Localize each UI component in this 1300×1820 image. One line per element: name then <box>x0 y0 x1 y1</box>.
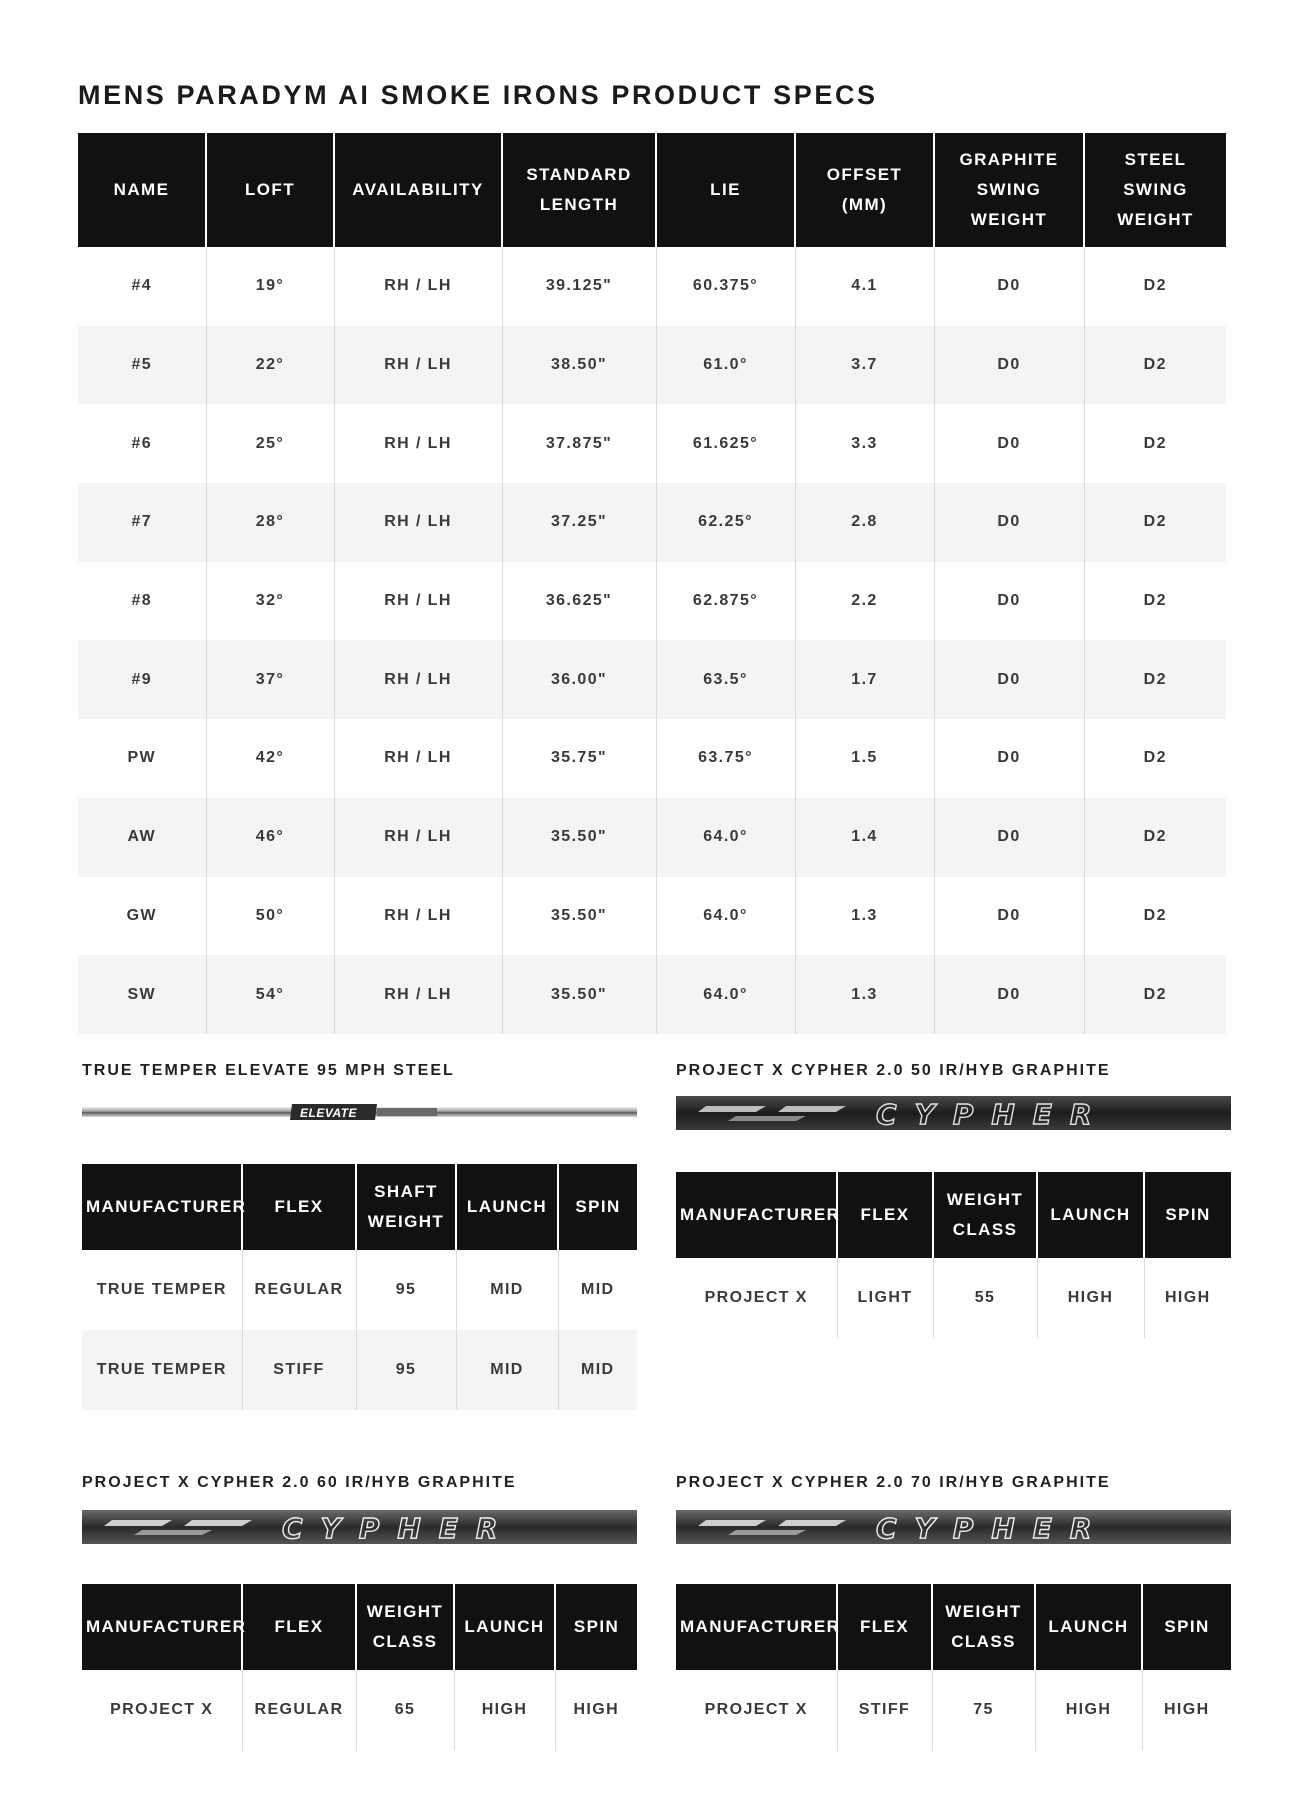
table-row <box>78 326 1226 405</box>
cell-loft: 37° <box>206 640 334 719</box>
cell-lie: 64.0° <box>656 798 795 877</box>
table-row <box>78 483 1226 562</box>
cell-graphite-swing-weight: D0 <box>934 326 1084 405</box>
column-header-flex: FLEX <box>242 1164 356 1250</box>
cell-steel-swing-weight: D2 <box>1084 326 1226 405</box>
cell-availability: RH / LH <box>334 404 502 483</box>
cell-spin: HIGH <box>555 1670 637 1750</box>
cell-spin: HIGH <box>1142 1670 1231 1750</box>
column-header-shaft-weight: SHAFT WEIGHT <box>356 1164 456 1250</box>
column-header-weight-class: WEIGHT CLASS <box>933 1172 1037 1258</box>
column-header-name: NAME <box>78 133 206 247</box>
cell-loft: 54° <box>206 955 334 1034</box>
cell-shaft-weight: 95 <box>356 1330 456 1410</box>
cell-flex: REGULAR <box>242 1670 356 1750</box>
elevate-shaft-table <box>82 1164 637 1410</box>
irons-specs-table <box>78 133 1226 1034</box>
cell-lie: 64.0° <box>656 955 795 1034</box>
cell-graphite-swing-weight: D0 <box>934 562 1084 641</box>
column-header-flex: FLEX <box>837 1172 933 1258</box>
cell-standard-length: 36.00" <box>502 640 656 719</box>
cell-loft: 32° <box>206 562 334 641</box>
table-row <box>78 247 1226 326</box>
cell-availability: RH / LH <box>334 877 502 956</box>
column-header-launch: LAUNCH <box>456 1164 558 1250</box>
cell-availability: RH / LH <box>334 247 502 326</box>
cypher-60-shaft-image <box>82 1508 637 1546</box>
cell-flex: REGULAR <box>242 1250 356 1330</box>
cell-weight-class: 75 <box>932 1670 1035 1750</box>
cell-manufacturer: PROJECT X <box>110 1701 214 1718</box>
cell-steel-swing-weight: D2 <box>1084 719 1226 798</box>
column-header-flex: FLEX <box>242 1584 356 1670</box>
table-header-row <box>82 1584 637 1670</box>
cell-graphite-swing-weight: D0 <box>934 719 1084 798</box>
cypher-60-shaft-table <box>82 1584 637 1750</box>
cell-standard-length: 35.50" <box>502 877 656 956</box>
cell-offset: 1.7 <box>795 640 934 719</box>
cell-standard-length: 38.50" <box>502 326 656 405</box>
cell-availability: RH / LH <box>334 640 502 719</box>
cell-launch: HIGH <box>1037 1258 1144 1338</box>
cell-availability: RH / LH <box>334 483 502 562</box>
column-header-loft: LOFT <box>206 133 334 247</box>
cypher-70-logo-text: CYPHER <box>876 1512 1110 1545</box>
cell-spin: HIGH <box>1144 1258 1231 1338</box>
cell-standard-length: 39.125" <box>502 247 656 326</box>
cell-standard-length: 35.75" <box>502 719 656 798</box>
column-header-manufacturer: MANUFACTURER <box>676 1584 837 1670</box>
cell-launch: MID <box>456 1250 558 1330</box>
table-row <box>78 798 1226 877</box>
cell-lie: 63.75° <box>656 719 795 798</box>
cell-spin: MID <box>558 1250 637 1330</box>
table-header-row <box>78 133 1226 247</box>
cell-loft: 42° <box>206 719 334 798</box>
column-header-standard-length: STANDARD LENGTH <box>502 133 656 247</box>
cell-name: #5 <box>78 326 206 405</box>
cell-offset: 2.2 <box>795 562 934 641</box>
cell-name: #7 <box>78 483 206 562</box>
cell-graphite-swing-weight: D0 <box>934 640 1084 719</box>
cell-graphite-swing-weight: D0 <box>934 877 1084 956</box>
column-header-availability: AVAILABILITY <box>334 133 502 247</box>
column-header-offset: OFFSET (MM) <box>795 133 934 247</box>
cypher-70-shaft-table <box>676 1584 1231 1750</box>
table-row <box>78 562 1226 641</box>
column-header-steel-swing-weight: STEEL SWING WEIGHT <box>1084 133 1226 247</box>
cell-launch: HIGH <box>1035 1670 1142 1750</box>
cell-flex: STIFF <box>242 1330 356 1410</box>
cell-standard-length: 36.625" <box>502 562 656 641</box>
column-header-spin: SPIN <box>1144 1172 1231 1258</box>
table-row <box>78 640 1226 719</box>
cell-name: #4 <box>131 277 153 295</box>
cell-offset: 1.4 <box>795 798 934 877</box>
column-header-weight-class: WEIGHT CLASS <box>932 1584 1035 1670</box>
cell-availability: RH / LH <box>334 562 502 641</box>
cell-loft: 25° <box>206 404 334 483</box>
cell-availability: RH / LH <box>334 326 502 405</box>
table-row <box>78 719 1226 798</box>
cell-flex: LIGHT <box>837 1258 933 1338</box>
column-header-lie: LIE <box>656 133 795 247</box>
cell-weight-class: 65 <box>356 1670 454 1750</box>
cell-loft: 19° <box>206 247 334 326</box>
table-row <box>78 877 1226 956</box>
column-header-flex: FLEX <box>837 1584 932 1670</box>
cell-lie: 63.5° <box>656 640 795 719</box>
column-header-graphite-swing-weight: GRAPHITE SWING WEIGHT <box>934 133 1084 247</box>
cell-offset: 1.3 <box>795 877 934 956</box>
cell-shaft-weight: 95 <box>356 1250 456 1330</box>
cell-graphite-swing-weight: D0 <box>934 955 1084 1034</box>
cypher-50-shaft-image <box>676 1094 1231 1132</box>
table-row <box>676 1670 1231 1750</box>
table-row <box>78 404 1226 483</box>
cypher-70-shaft-image <box>676 1508 1231 1546</box>
cell-lie: 62.25° <box>656 483 795 562</box>
cell-loft: 46° <box>206 798 334 877</box>
cell-availability: RH / LH <box>334 955 502 1034</box>
cell-standard-length: 35.50" <box>502 798 656 877</box>
column-header-manufacturer: MANUFACTURER <box>82 1584 242 1670</box>
table-header-row <box>82 1164 637 1250</box>
cell-flex: STIFF <box>837 1670 932 1750</box>
cell-name: SW <box>78 955 206 1034</box>
cell-graphite-swing-weight: D0 <box>934 404 1084 483</box>
cell-loft: 50° <box>206 877 334 956</box>
column-header-spin: SPIN <box>558 1164 637 1250</box>
cell-lie: 64.0° <box>656 877 795 956</box>
cell-manufacturer: TRUE TEMPER <box>82 1330 242 1410</box>
cell-manufacturer: PROJECT X <box>704 1701 808 1718</box>
column-header-launch: LAUNCH <box>1037 1172 1144 1258</box>
cypher-60-logo-text: CYPHER <box>282 1512 516 1545</box>
shaft-label-elevate: TRUE TEMPER ELEVATE 95 MPH STEEL <box>82 1062 455 1079</box>
cell-offset: 1.3 <box>795 955 934 1034</box>
cell-offset: 2.8 <box>795 483 934 562</box>
cell-manufacturer: TRUE TEMPER <box>96 1281 227 1298</box>
cypher-50-shaft-table <box>676 1172 1231 1338</box>
column-header-manufacturer: MANUFACTURER <box>82 1164 242 1250</box>
shaft-label-cypher-60: PROJECT X CYPHER 2.0 60 IR/HYB GRAPHITE <box>82 1474 517 1491</box>
cell-graphite-swing-weight: D0 <box>934 247 1084 326</box>
cell-lie: 60.375° <box>656 247 795 326</box>
cell-availability: RH / LH <box>334 719 502 798</box>
cell-steel-swing-weight: D2 <box>1084 640 1226 719</box>
column-header-weight-class: WEIGHT CLASS <box>356 1584 454 1670</box>
cell-launch: HIGH <box>454 1670 555 1750</box>
cell-steel-swing-weight: D2 <box>1084 955 1226 1034</box>
cell-steel-swing-weight: D2 <box>1084 483 1226 562</box>
cell-name: #8 <box>131 592 153 610</box>
cell-steel-swing-weight: D2 <box>1084 877 1226 956</box>
cell-steel-swing-weight: D2 <box>1084 404 1226 483</box>
cell-steel-swing-weight: D2 <box>1084 562 1226 641</box>
cell-name: AW <box>78 798 206 877</box>
shaft-label-cypher-50: PROJECT X CYPHER 2.0 50 IR/HYB GRAPHITE <box>676 1062 1111 1079</box>
table-row <box>78 955 1226 1034</box>
cell-offset: 4.1 <box>795 247 934 326</box>
cell-lie: 61.0° <box>656 326 795 405</box>
cell-standard-length: 35.50" <box>502 955 656 1034</box>
cell-launch: MID <box>456 1330 558 1410</box>
column-header-launch: LAUNCH <box>454 1584 555 1670</box>
cell-offset: 3.7 <box>795 326 934 405</box>
table-row <box>676 1258 1231 1338</box>
cell-loft: 22° <box>206 326 334 405</box>
cell-lie: 61.625° <box>656 404 795 483</box>
cypher-50-logo-text: CYPHER <box>876 1098 1110 1131</box>
table-row <box>82 1250 637 1330</box>
cell-graphite-swing-weight: D0 <box>934 483 1084 562</box>
cell-standard-length: 37.875" <box>502 404 656 483</box>
table-header-row <box>676 1584 1231 1670</box>
cell-name: GW <box>126 906 157 924</box>
cell-loft: 28° <box>206 483 334 562</box>
cell-name: #9 <box>78 640 206 719</box>
table-row <box>82 1330 637 1410</box>
elevate-shaft-image <box>82 1096 637 1128</box>
cell-name: PW <box>127 749 157 767</box>
cell-manufacturer: PROJECT X <box>704 1289 808 1306</box>
cell-availability: RH / LH <box>334 798 502 877</box>
page-title: MENS PARADYM AI SMOKE IRONS PRODUCT SPECS <box>78 80 878 110</box>
elevate-logo-text: ELEVATE <box>300 1106 358 1120</box>
cell-lie: 62.875° <box>656 562 795 641</box>
cell-steel-swing-weight: D2 <box>1084 247 1226 326</box>
cell-graphite-swing-weight: D0 <box>934 798 1084 877</box>
cell-spin: MID <box>558 1330 637 1410</box>
cell-standard-length: 37.25" <box>502 483 656 562</box>
cell-offset: 3.3 <box>795 404 934 483</box>
shaft-label-cypher-70: PROJECT X CYPHER 2.0 70 IR/HYB GRAPHITE <box>676 1474 1111 1491</box>
column-header-launch: LAUNCH <box>1035 1584 1142 1670</box>
column-header-spin: SPIN <box>555 1584 637 1670</box>
cell-steel-swing-weight: D2 <box>1084 798 1226 877</box>
cell-name: #6 <box>131 434 153 452</box>
cell-weight-class: 55 <box>933 1258 1037 1338</box>
column-header-manufacturer: MANUFACTURER <box>676 1172 837 1258</box>
cell-offset: 1.5 <box>795 719 934 798</box>
table-row <box>82 1670 637 1750</box>
column-header-spin: SPIN <box>1142 1584 1231 1670</box>
table-header-row <box>676 1172 1231 1258</box>
